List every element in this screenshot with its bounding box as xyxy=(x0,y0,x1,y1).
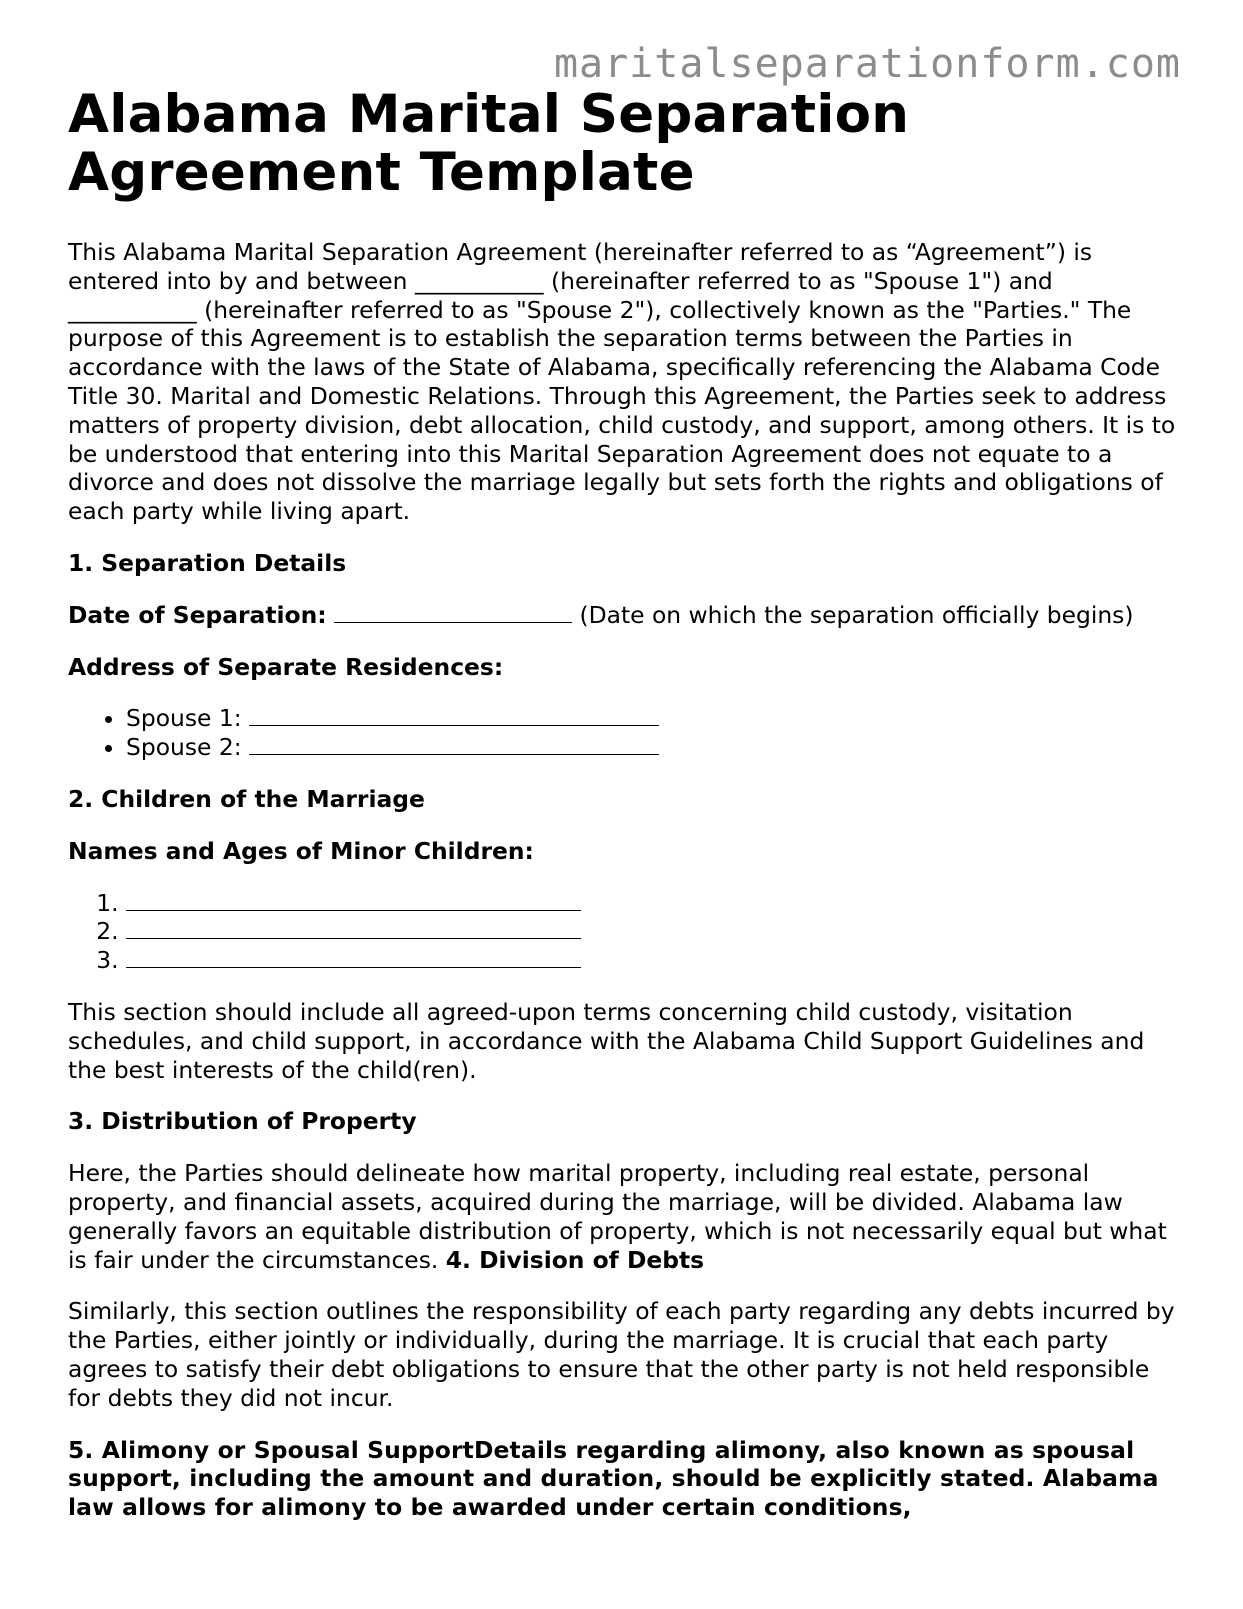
spouse1-address-label: Spouse 1: xyxy=(126,704,242,733)
list-item xyxy=(126,946,1178,975)
minor-children-label: Names and Ages of Minor Children: xyxy=(68,836,534,865)
section-2-heading: 2. Children of the Marriage xyxy=(68,784,425,813)
intro-text-1: This Alabama Marital Separation Agreement (hereinafter referred to as “Agreement”) is entered into by and between xyxy=(68,238,1093,295)
section-5-text: 5. Alimony or Spousal SupportDetails regarding alimony, also known as spousal support, including the amount and duration, should be explicitly stated. Alabama law allows for alimony to be awarded under certain conditions, xyxy=(68,1435,1159,1522)
intro-text-3: (hereinafter referred to as "Spouse 2"), collectively known as the "Parties." The purpose of this Agreement is to establish the separation terms between the Parties in accordance with the laws of the State of Alabama, specifically referencing the Alabama Code Title 30. Marital and Domestic Relations. Through this Agreement, the Parties seek to address matters of property division, debt allocation, child custody, and support, among others. It is to be understood that entering into this Marital Separation Agreement does not equate to a divorce and does not dissolve the marriage legally but sets forth the rights and obligations of each party while living apart. xyxy=(68,295,1176,526)
section-1-heading: 1. Separation Details xyxy=(68,548,347,577)
section-3-body xyxy=(68,1159,1178,1274)
residence-list xyxy=(68,704,1178,762)
spouse2-address-label: Spouse 2: xyxy=(126,733,242,762)
section-4-heading: 4. Division of Debts xyxy=(445,1245,705,1274)
watermark: maritalseparationform.com xyxy=(553,41,1181,87)
child-1-field[interactable] xyxy=(126,890,581,911)
list-item xyxy=(126,704,1178,733)
section-3-text: Here, the Parties should delineate how marital property, including real estate, personal property, and financial assets, acquired during the marriage, will be divided. Alabama law generally favors an equitable distribution of property, which is not necessarily equal but what is fair under the circumstances. xyxy=(68,1159,1167,1274)
spouse2-address-field[interactable] xyxy=(249,734,659,755)
list-item xyxy=(126,889,1178,918)
intro-text-2: (hereinafter referred to as "Spouse 1") and xyxy=(543,266,1053,295)
date-of-separation-row xyxy=(68,601,1178,630)
section-4-body: Similarly, this section outlines the responsibility of each party regarding any debts incurred by the Parties, either jointly or individually, during the marriage. It is crucial that each party agrees to satisfy their debt obligations to ensure that the other party is not held responsible for debts they did not incur. xyxy=(68,1297,1175,1412)
address-residences-label: Address of Separate Residences: xyxy=(68,652,504,681)
spouse1-name-blank[interactable]: ___________ xyxy=(414,266,544,295)
intro-paragraph xyxy=(68,238,1178,526)
section-2-body: This section should include all agreed-upon terms concerning child custody, visitation schedules, and child support, in accordance with the Alabama Child Support Guidelines and the best interests of the child(ren). xyxy=(68,997,1145,1084)
document-body xyxy=(68,86,1178,1522)
date-of-separation-note: (Date on which the separation officially begins) xyxy=(579,600,1134,629)
children-list xyxy=(68,889,1178,975)
spouse2-name-blank[interactable]: ___________ xyxy=(68,295,197,324)
section-3-heading: 3. Distribution of Property xyxy=(68,1107,417,1136)
date-of-separation-label: Date of Separation: xyxy=(68,600,327,629)
spouse1-address-field[interactable] xyxy=(249,705,659,726)
page-title: Alabama Marital Separation Agreement Template xyxy=(68,84,910,203)
date-of-separation-field[interactable] xyxy=(334,602,572,623)
child-2-field[interactable] xyxy=(126,918,581,939)
child-3-field[interactable] xyxy=(126,947,581,968)
list-item xyxy=(126,733,1178,762)
list-item xyxy=(126,917,1178,946)
